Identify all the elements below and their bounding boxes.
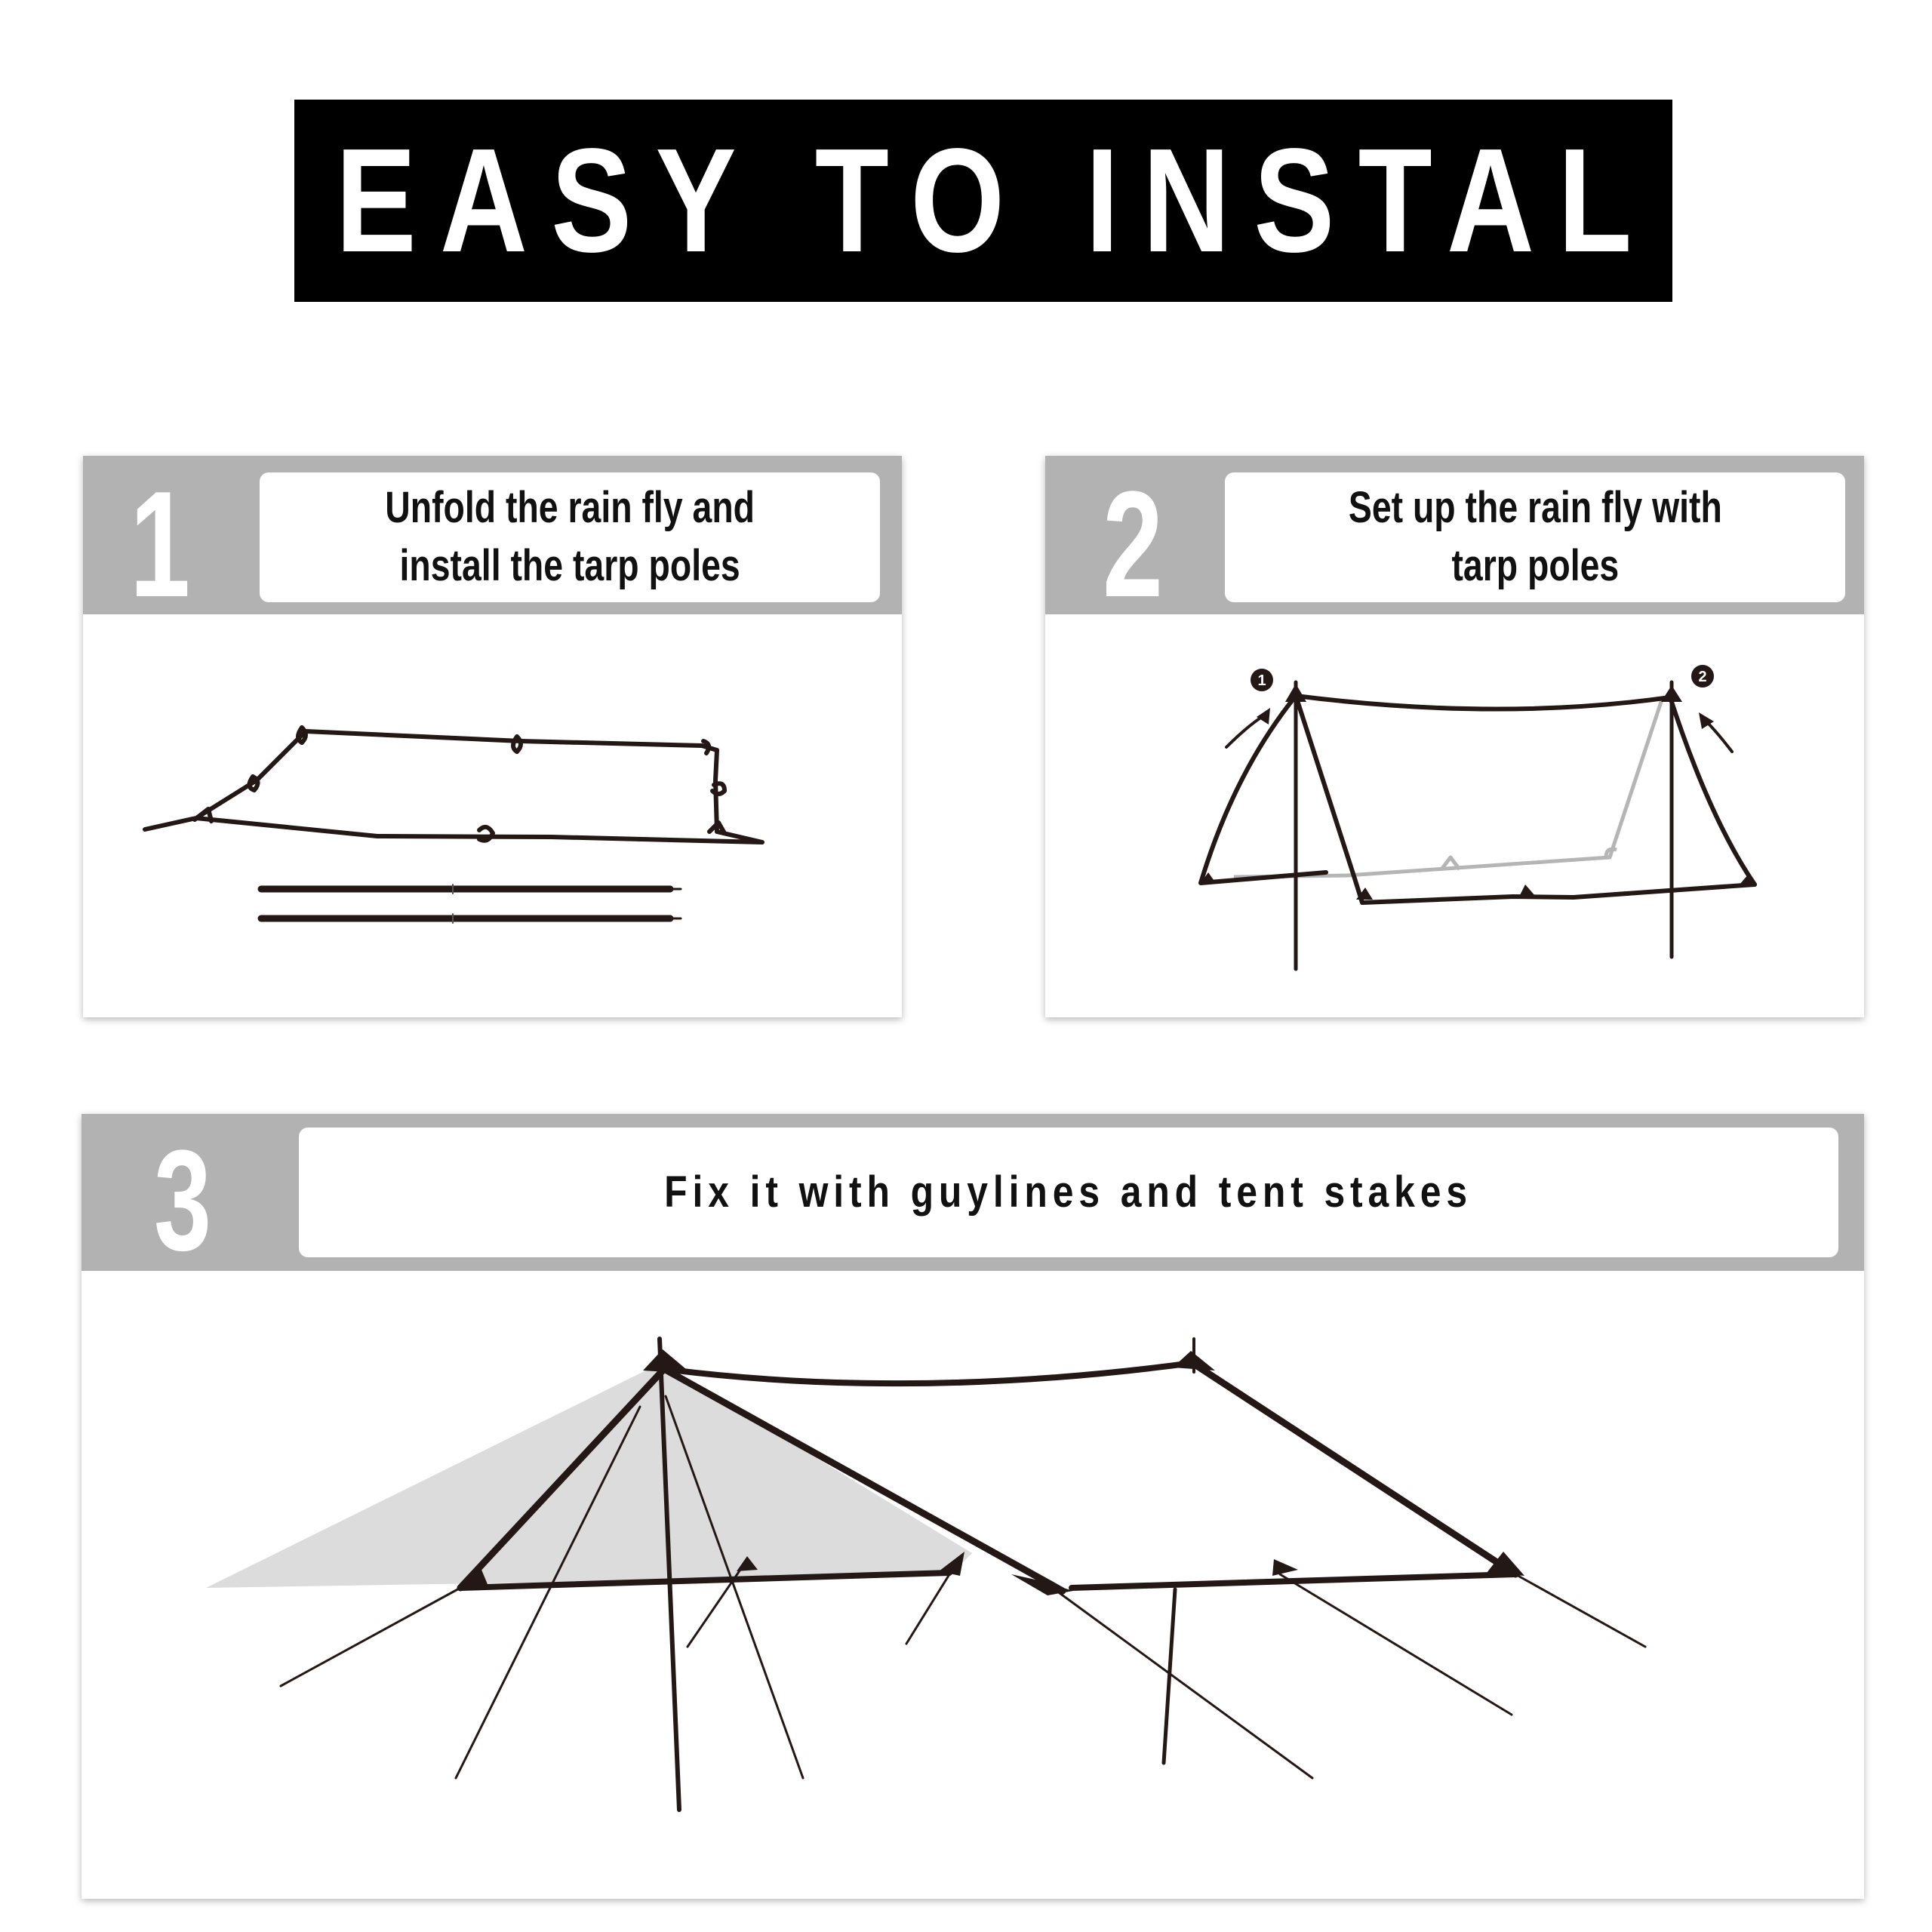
back-edge-ghost bbox=[1234, 697, 1663, 877]
tarp-loop-tab bbox=[1272, 1559, 1298, 1576]
tarp-outline bbox=[145, 731, 762, 842]
guyline bbox=[1515, 1574, 1645, 1647]
tarp-ridge bbox=[664, 1363, 1192, 1383]
marker-1-label: 1 bbox=[1257, 672, 1266, 689]
pole-tip-cap bbox=[1661, 685, 1682, 702]
tarp-corner-tab bbox=[1519, 884, 1536, 897]
tarp-bottom-right bbox=[1072, 1574, 1515, 1588]
tarp-ridge bbox=[1296, 696, 1670, 709]
step-card-1 bbox=[83, 456, 902, 1017]
tarp-front-edge bbox=[1296, 696, 1755, 903]
tarp-loop bbox=[513, 737, 521, 752]
guyline bbox=[1280, 1574, 1512, 1715]
tarp-loop bbox=[479, 827, 493, 841]
guyline bbox=[1057, 1591, 1312, 1778]
unfolded-tarp-illustration bbox=[83, 456, 902, 1017]
raised-tarp-illustration bbox=[1045, 456, 1864, 1017]
raise-arrow-1 bbox=[1226, 715, 1264, 747]
ridge-tip-cap bbox=[643, 1349, 691, 1374]
arrow-head-icon bbox=[1257, 708, 1270, 724]
step-number-1: 1 bbox=[130, 460, 191, 629]
page-title: EASY TO INSTAL bbox=[335, 118, 1656, 283]
step-number-2: 2 bbox=[1103, 460, 1164, 629]
step-number-3: 3 bbox=[154, 1121, 212, 1281]
title-banner bbox=[294, 100, 1672, 302]
guyline bbox=[281, 1588, 460, 1686]
guyed-tarp-illustration bbox=[82, 1114, 1864, 1899]
marker-2-label: 2 bbox=[1698, 669, 1707, 685]
pole-tip-cap bbox=[1285, 684, 1306, 702]
ridge-tip-cap bbox=[1173, 1351, 1215, 1371]
step-instruction-1: Unfold the rain fly and install the tarp poles bbox=[385, 483, 755, 590]
tarp-right-side bbox=[1670, 697, 1755, 884]
step-instruction-2: Set up the rain fly with tarp poles bbox=[1348, 483, 1722, 590]
raise-arrow-2 bbox=[1706, 721, 1732, 752]
step-card-2 bbox=[1045, 456, 1864, 1017]
step-instruction-3: Fix it with guylines and tent stakes bbox=[664, 1167, 1473, 1217]
tarp-right-edge bbox=[1192, 1363, 1515, 1574]
step-card-3 bbox=[82, 1114, 1864, 1899]
